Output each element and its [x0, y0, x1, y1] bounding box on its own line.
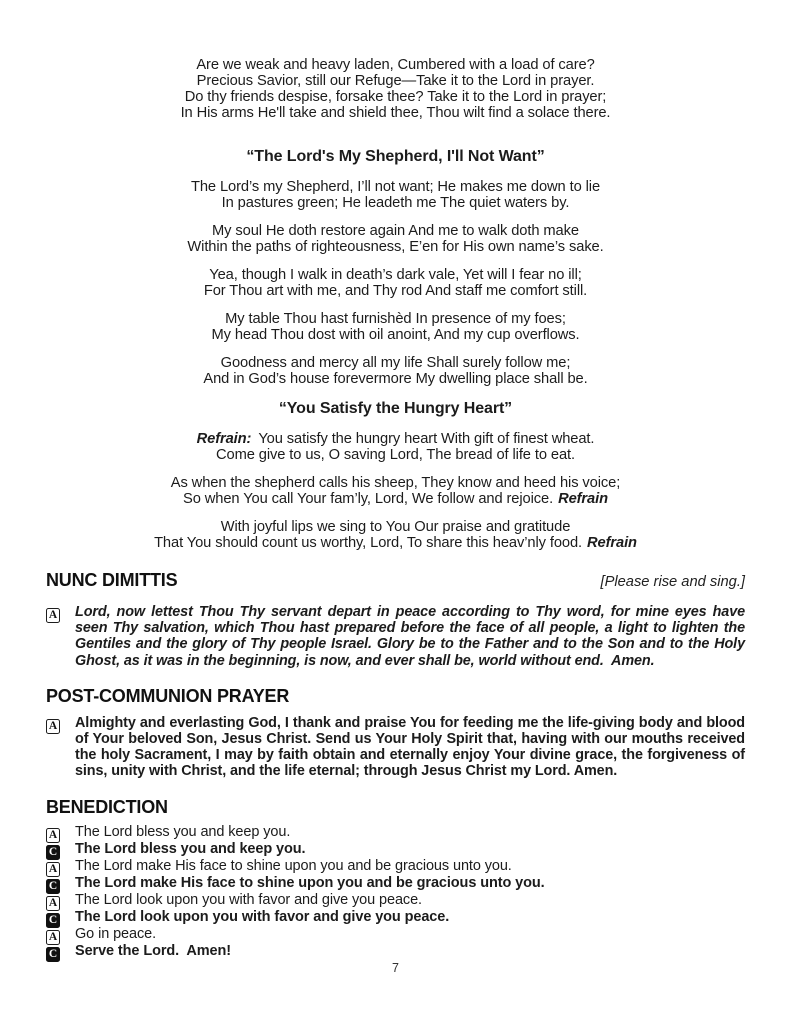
speaker-marker-assistant: A — [46, 896, 60, 911]
verse-text: That You should count us worthy, Lord, To share this heav’nly food. — [154, 535, 583, 551]
hymn-refrain-stanza — [46, 431, 745, 463]
benediction-line — [46, 926, 745, 943]
speaker-marker-column — [46, 943, 75, 962]
benediction-line-text: The Lord make His face to shine upon you and be gracious unto you. — [75, 874, 545, 891]
refrain-text: You satisfy the hungry heart With gift of finest wheat. — [258, 431, 595, 447]
benediction-line-text: The Lord make His face to shine upon you and be gracious unto you. — [75, 857, 512, 874]
benediction-line — [46, 824, 745, 841]
hymn-verse-line — [46, 431, 745, 447]
speaker-marker-column — [46, 604, 75, 623]
nunc-dimittis-paragraph — [46, 604, 745, 669]
refrain-cue: Refrain — [587, 535, 637, 551]
benediction-lines — [46, 824, 745, 960]
benediction-line — [46, 892, 745, 909]
hymn-verse-line: Are we weak and heavy laden, Cumbered with a load of care? — [196, 57, 595, 73]
hymn-stanza — [46, 267, 745, 299]
speaker-marker-congregation: C — [46, 845, 60, 860]
hymn-stanza — [46, 311, 745, 343]
hymn-you-satisfy-stanzas — [46, 431, 745, 551]
benediction-line — [46, 858, 745, 875]
hymn-stanza — [46, 355, 745, 387]
section-benediction-header — [46, 796, 745, 818]
hymn-verse-line: Come give to us, O saving Lord, The bread of life to eat. — [216, 447, 575, 463]
rubric-please-rise-and-sing: [Please rise and sing.] — [600, 574, 745, 590]
benediction-line — [46, 841, 745, 858]
benediction-line-text: Serve the Lord. Amen! — [75, 942, 231, 959]
section-post-communion-header — [46, 685, 745, 707]
speaker-marker-column — [46, 715, 75, 734]
section-nunc-dimittis-header — [46, 569, 745, 591]
benediction-line — [46, 943, 745, 960]
hymn-title-you-satisfy: “You Satisfy the Hungry Heart” — [278, 400, 513, 417]
section-heading-benediction: BENEDICTION — [46, 796, 168, 817]
hymn-verse-line: Within the paths of righteousness, E’en for His own name’s sake. — [187, 239, 604, 255]
benediction-line-text: The Lord bless you and keep you. — [75, 840, 306, 857]
hymn-verse-line: In pastures green; He leadeth me The quiet waters by. — [221, 195, 570, 211]
hymn-verse-line: In His arms He'll take and shield thee, Thou wilt find a solace there. — [180, 105, 611, 121]
hymn-verse-line: Precious Savior, still our Refuge—Take it to the Lord in prayer. — [196, 73, 595, 89]
nunc-dimittis-text: Lord, now lettest Thou Thy servant depart in peace according to Thy word, for mine eyes have seen Thy salvation, which Thou hast prepared before the face of all people, a light to lighten the Gentiles and the glory of Thy people Israel. Glory be to the Father and to the Son and to the Holy Ghost, as it was in the beginning, is now, and ever shall be, world without end. Amen. — [75, 604, 745, 669]
speaker-marker-assistant: A — [46, 930, 60, 945]
post-communion-prayer-text: Almighty and everlasting God, I thank and praise You for feeding me the life-giving body and blood of Your beloved Son, Jesus Christ. Send us Your Holy Spirit that, having with our mouths received the holy Sacrament, I may by faith obtain and eternally enjoy Your divine grace, the forgiveness of sins, unity with Christ, and the life eternal; through Jesus Christ my Lord. Amen. — [75, 714, 745, 780]
speaker-marker-assistant: A — [46, 608, 60, 623]
hymn-verse-line: With joyful lips we sing to You Our praise and gratitude — [220, 519, 571, 535]
speaker-marker-congregation: C — [46, 913, 60, 928]
speaker-marker-congregation: C — [46, 879, 60, 894]
speaker-marker-assistant: A — [46, 862, 60, 877]
hymn-closing-verse — [46, 57, 745, 121]
speaker-marker-assistant: A — [46, 828, 60, 843]
page-number: 7 — [392, 960, 399, 975]
benediction-line-text: The Lord look upon you with favor and give you peace. — [75, 891, 422, 908]
hymn-verse-line — [46, 535, 745, 551]
section-heading-post-communion-prayer: POST-COMMUNION PRAYER — [46, 685, 290, 706]
hymn-stanza — [46, 475, 745, 507]
benediction-line-text: Go in peace. — [75, 925, 157, 942]
hymn-stanza — [46, 223, 745, 255]
hymn-verse-line: My soul He doth restore again And me to walk doth make — [212, 223, 579, 239]
hymn-stanza — [46, 179, 745, 211]
post-communion-paragraph — [46, 715, 745, 780]
hymn-verse-line: Yea, though I walk in death’s dark vale, Yet will I fear no ill; — [209, 267, 582, 283]
refrain-cue: Refrain — [558, 491, 608, 507]
hymn-verse-line — [46, 491, 745, 507]
hymn-title-lords-my-shepherd: “The Lord's My Shepherd, I'll Not Want” — [246, 148, 545, 165]
hymn-verse-line: And in God’s house forevermore My dwelling place shall be. — [203, 371, 588, 387]
benediction-line-text: The Lord look upon you with favor and give you peace. — [75, 908, 450, 925]
benediction-line-text: The Lord bless you and keep you. — [75, 823, 291, 840]
hymn-verse-line: My head Thou dost with oil anoint, And my cup overflows. — [211, 327, 580, 343]
speaker-marker-assistant: A — [46, 719, 60, 734]
hymn-stanza — [46, 519, 745, 551]
benediction-line — [46, 909, 745, 926]
verse-text: So when You call Your fam’ly, Lord, We follow and rejoice. — [183, 491, 554, 507]
hymn-verse-line: My table Thou hast furnishèd In presence of my foes; — [225, 311, 566, 327]
hymn-verse-line: Do thy friends despise, forsake thee? Take it to the Lord in prayer; — [184, 89, 607, 105]
refrain-label: Refrain: — [196, 431, 252, 447]
hymn-verse-line: For Thou art with me, and Thy rod And staff me comfort still. — [203, 283, 588, 299]
benediction-line — [46, 875, 745, 892]
hymn-verse-line: The Lord’s my Shepherd, I’ll not want; He makes me down to lie — [190, 179, 601, 195]
hymn-verse-line: As when the shepherd calls his sheep, They know and heed his voice; — [170, 475, 621, 491]
hymn-verse-line: Goodness and mercy all my life Shall surely follow me; — [220, 355, 571, 371]
speaker-marker-congregation: C — [46, 947, 60, 962]
hymn-lords-my-shepherd-stanzas — [46, 179, 745, 387]
section-heading-nunc-dimittis: NUNC DIMITTIS — [46, 570, 178, 590]
